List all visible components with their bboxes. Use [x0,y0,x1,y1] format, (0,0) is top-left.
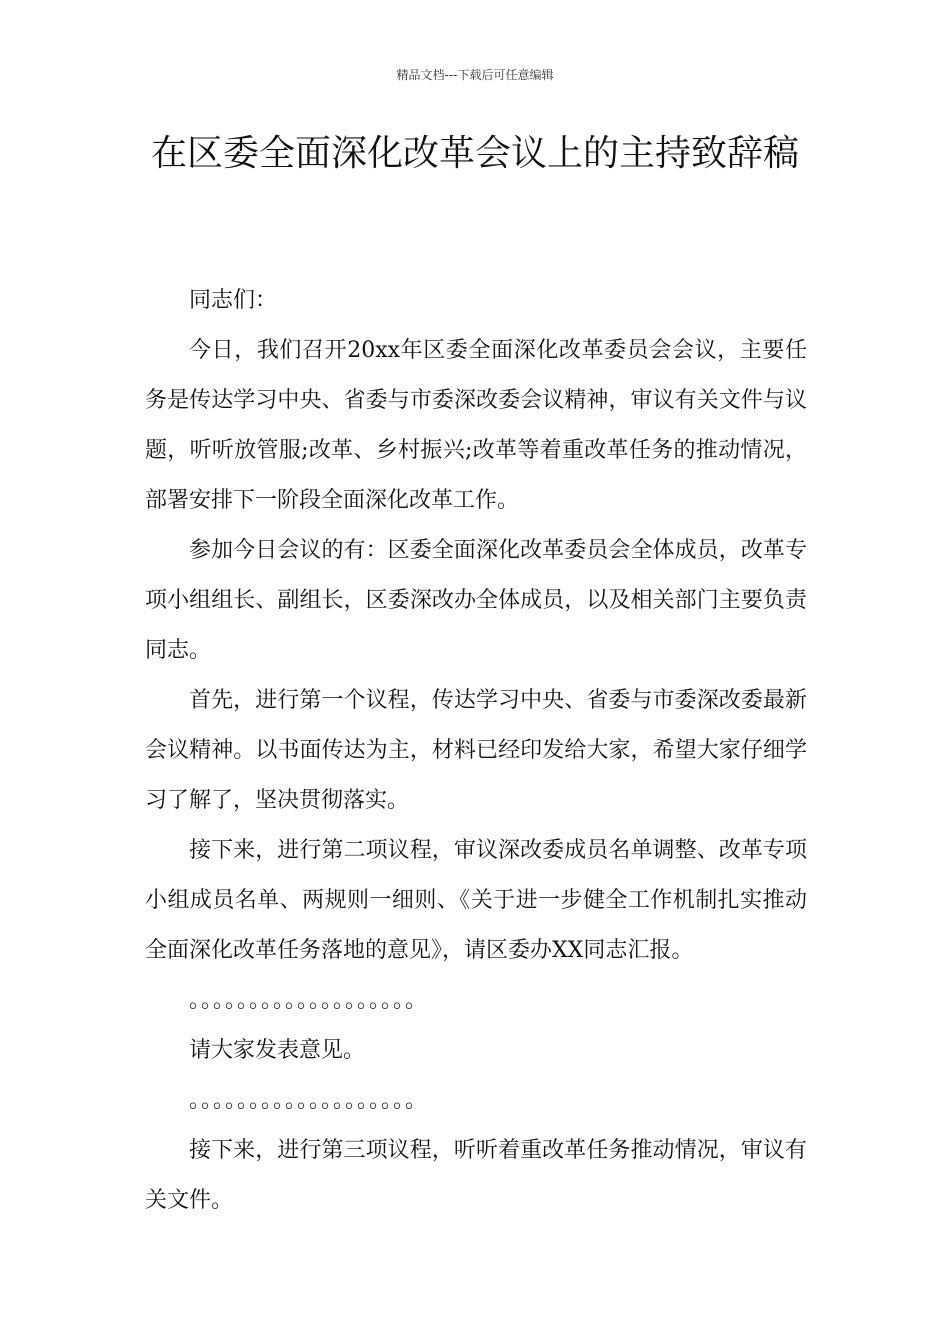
greeting: 同志们： [189,288,278,313]
ellipsis-line-2: 。。。。。。。。。。。。。。。。。。。 [189,1088,429,1113]
paragraph-3: 首先，进行第一个议程，传达学习中央、省委与市委深改委最新会议精神。以书面传达为主，材料已经印发给大家，希望大家仔细学习了解了，坚决贯彻落实。 [145,688,807,813]
document-title: 在区委全面深化改革会议上的主持致辞稿 [150,133,799,174]
header-note: 精品文档---下载后可任意编辑 [396,68,554,82]
paragraph-1: 今日，我们召开20xx年区委全面深化改革委员会会议，主要任务是传达学习中央、省委与市委深改委会议精神，审议有关文件与议题，听听放管服;改革、乡村振兴;改革等着重改革任务的推动情况，部署安排下一阶段全面深化改革工作。 [145,338,807,513]
paragraph-last: 接下来，进行第三项议程，听听着重改革任务推动情况，审议有关文件。 [145,1138,807,1213]
paragraph-4: 接下来，进行第二项议程，审议深改委成员名单调整、改革专项小组成员名单、两规则一细则、《关于进一步健全工作机制扎实推动全面深化改革任务落地的意见》，请区委办XX同志汇报。 [145,838,807,963]
paragraph-2: 参加今日会议的有：区委全面深化改革委员会全体成员，改革专项小组组长、副组长，区委深改办全体成员，以及相关部门主要负责同志。 [145,538,807,663]
ellipsis-line-1: 。。。。。。。。。。。。。。。。。。。 [189,988,429,1013]
invite-opinion: 请大家发表意见。 [189,1038,366,1063]
document-body [145,276,807,1226]
